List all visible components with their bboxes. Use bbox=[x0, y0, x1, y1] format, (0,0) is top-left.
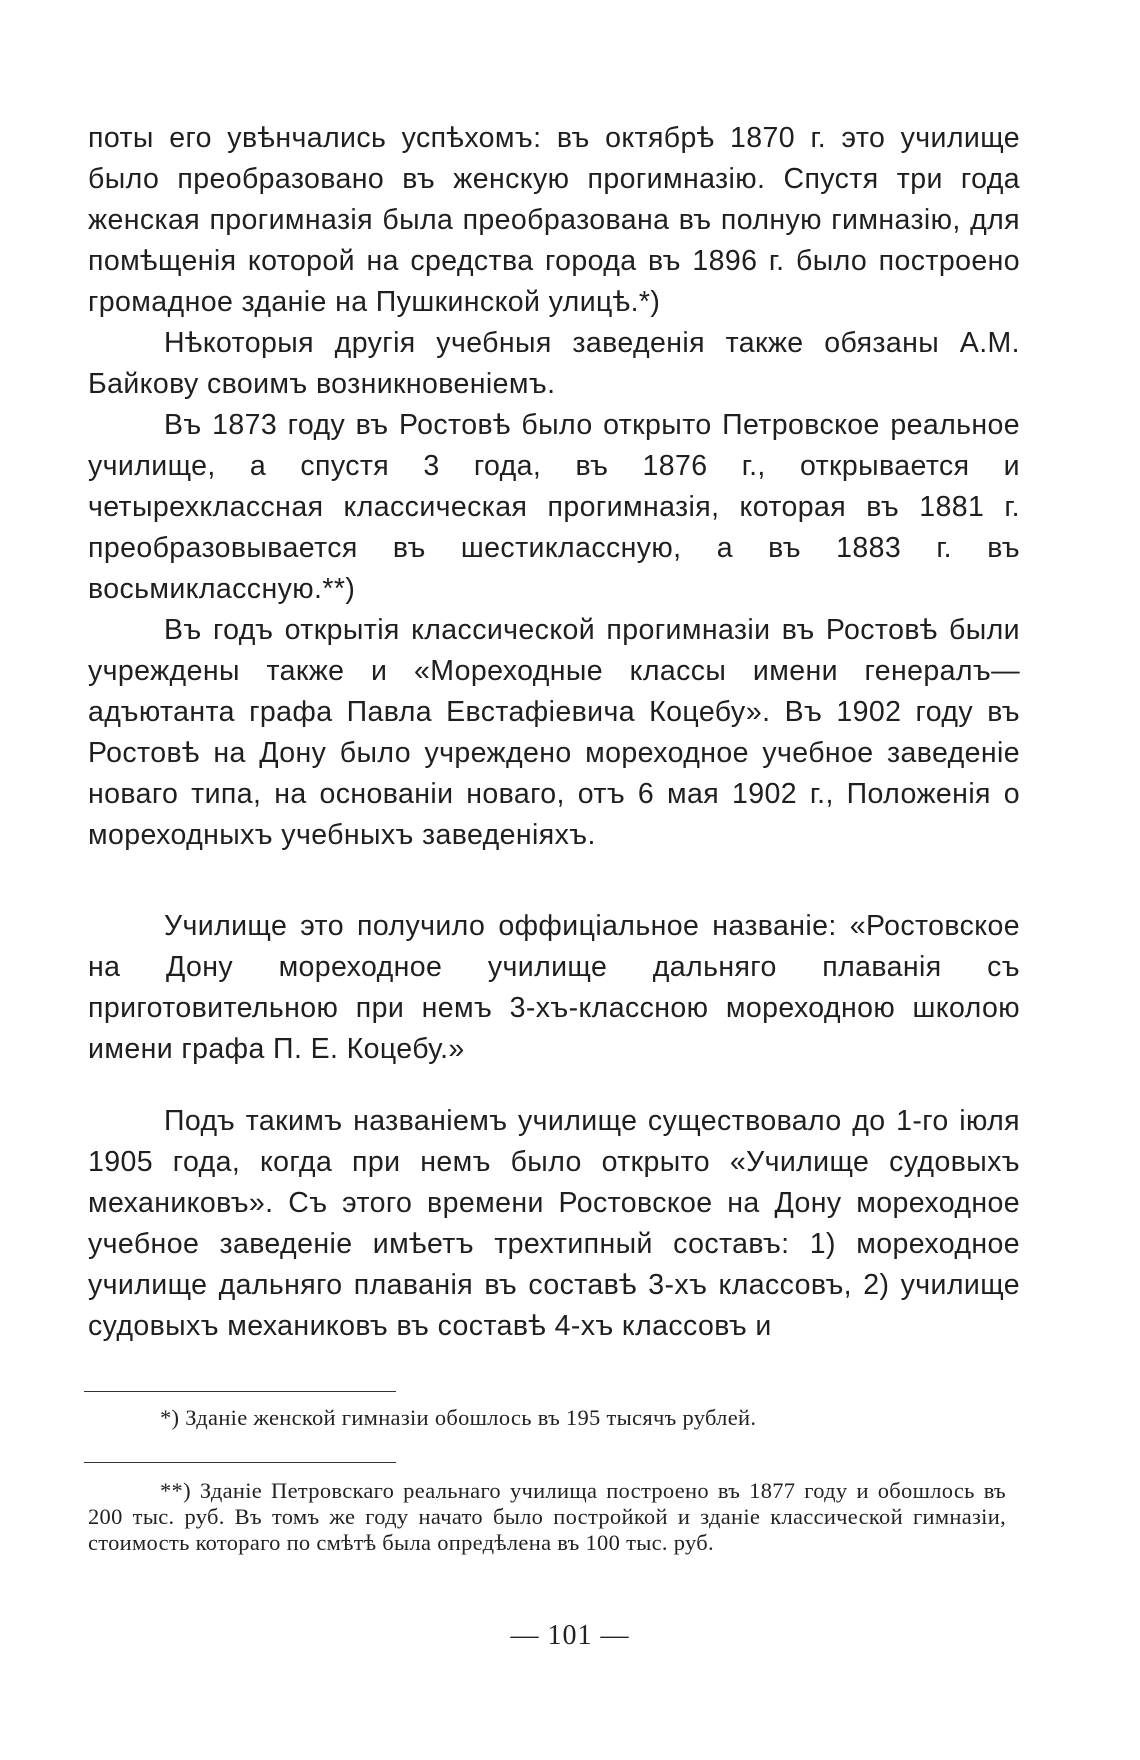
paragraph: Училище это получило оффиціальное названіе: «Ростовское на Дону мореходное училище дальняго плаванія съ приготовительною при немъ 3-хъ-классною мореходною школою имени графа П. Е. Коцебу.» bbox=[88, 910, 1020, 1065]
main-text-middle bbox=[88, 906, 1020, 1070]
footnote-2: **) Зданіе Петровскаго реальнаго училища построено въ 1877 году и обошлось въ 200 тыс. руб. Въ томъ же году начато было постройкой и зданіе классической гимназіи, стоимость котораго по смѣтѣ была опредѣлена въ 100 тыс. руб. bbox=[88, 1478, 1006, 1555]
paragraph-continuation: поты его увѣнчались успѣхомъ: въ октябрѣ 1870 г. это училище было преобразовано въ женскую прогимназію. Спустя три года женская прогимназія была преобразована въ полную гимназію, для помѣщенія которой на средства города въ 1896 г. было построено громадное зданіе на Пушкинской улицѣ.*) bbox=[88, 122, 1020, 318]
page-number: — 101 — bbox=[510, 1620, 630, 1651]
paragraph: Подъ такимъ названіемъ училище существовало до 1-го іюля 1905 года, когда при немъ было открыто «Училище судовыхъ механиковъ». Съ этого времени Ростовское на Дону мореходное учебное заведеніе имѣетъ трехтипный составъ: 1) мореходное училище дальняго плаванія въ составѣ 3-хъ классовъ, 2) училище судовыхъ механиковъ въ составѣ 4-хъ классовъ и bbox=[88, 1105, 1020, 1342]
footnote-1: *) Зданіе женской гимназіи обошлось въ 195 тысячъ рублей. bbox=[160, 1405, 757, 1430]
main-text-top bbox=[88, 118, 1020, 856]
main-text-bottom bbox=[88, 1101, 1020, 1347]
paragraph: Въ годъ открытія классической прогимназіи въ Ростовѣ были учреждены также и «Мореходные классы имени генералъ—адъютанта графа Павла Евстафіевича Коцебу». Въ 1902 году въ Ростовѣ на Дону было учреждено мореходное учебное заведеніе новаго типа, на основаніи новаго, отъ 6 мая 1902 г., Положенія о мореходныхъ учебныхъ заведеніяхъ. bbox=[88, 614, 1020, 851]
paragraph: Нѣкоторыя другія учебныя заведенія также обязаны А.М. Байкову своимъ возникновеніемъ. bbox=[88, 327, 1020, 400]
footnote-divider bbox=[84, 1391, 396, 1392]
paragraph: Въ 1873 году въ Ростовѣ было открыто Петровское реальное училище, а спустя 3 года, въ 1876 г., открывается и четырехклассная классическая прогимназія, которая въ 1881 г. преобразовывается въ шестиклассную, а въ 1883 г. въ восьмиклассную.**) bbox=[88, 409, 1020, 605]
footnote-divider bbox=[84, 1462, 396, 1463]
